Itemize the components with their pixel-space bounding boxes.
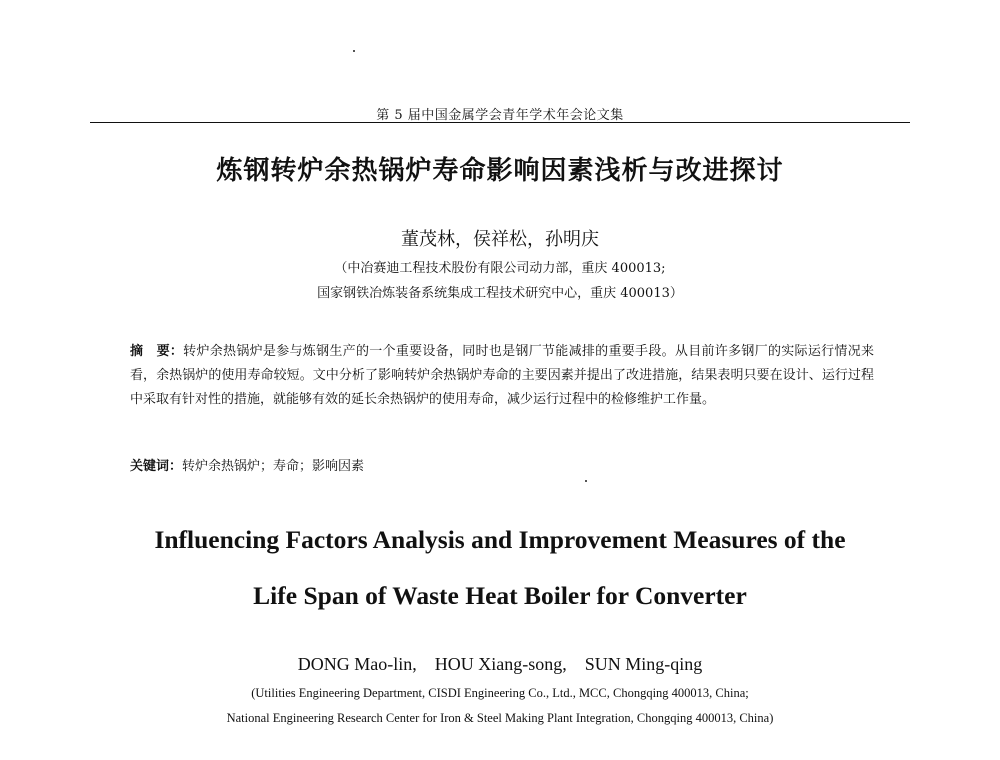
chinese-keywords <box>130 455 874 479</box>
running-header: 第 5 届中国金属学会青年学术年会论文集 <box>376 108 624 123</box>
abstract-label: 摘 要： <box>130 344 184 359</box>
english-title-line2: Life Span of Waste Heat Boiler for Converter <box>253 581 747 610</box>
english-affiliation-line2: National Engineering Research Center for Iron & Steel Making Plant Integration, Chongqing 400013, China) <box>226 711 774 725</box>
header-rule <box>90 122 910 123</box>
english-affiliation-line1: (Utilities Engineering Department, CISDI Engineering Co., Ltd., MCC, Chongqing 400013, China; <box>251 686 749 700</box>
keywords-text: 转炉余热锅炉；寿命；影响因素 <box>182 459 365 474</box>
keywords-label: 关键词： <box>130 459 183 474</box>
abstract-text: 转炉余热锅炉是参与炼钢生产的一个重要设备，同时也是钢厂节能减排的重要手段。从目前许多钢厂的实际运行情况来看，余热锅炉的使用寿命较短。文中分析了影响转炉余热锅炉寿命的主要因素并提出了改进措施，结果表明只要在设计、运行过程中采取有针对性的措施，就能够有效的延长余热锅炉的使用寿命，减少运行过程中的检修维护工作量。 <box>130 344 874 407</box>
english-title <box>90 512 910 624</box>
chinese-affiliation-line2: 国家钢铁冶炼装备系统集成工程技术研究中心，重庆 400013） <box>317 286 683 301</box>
chinese-affiliation-line1: （中冶赛迪工程技术股份有限公司动力部，重庆 400013; <box>334 261 666 276</box>
chinese-authors: 董茂林，侯祥松，孙明庆 <box>401 229 599 250</box>
scan-speck <box>585 480 587 482</box>
chinese-abstract <box>130 340 874 412</box>
scan-speck <box>353 50 355 52</box>
english-title-line1: Influencing Factors Analysis and Improvement Measures of the <box>154 525 846 554</box>
english-authors: DONG Mao-lin, HOU Xiang-song, SUN Ming-qing <box>297 654 703 674</box>
chinese-title: 炼钢转炉余热锅炉寿命影响因素浅析与改进探讨 <box>216 156 784 186</box>
